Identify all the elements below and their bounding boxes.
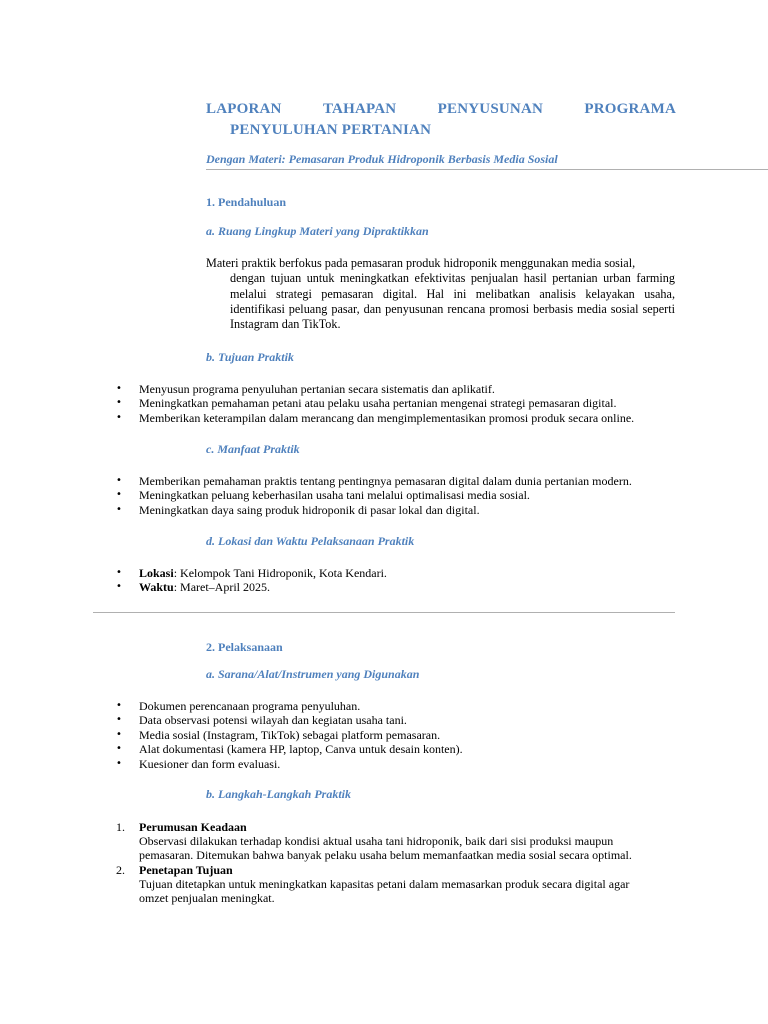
- document-title: [206, 99, 676, 141]
- subtitle-divider: [206, 169, 768, 170]
- step-text-line: Tujuan ditetapkan untuk meningkatkan kapasitas petani dalam memasarkan produk secara digital agar: [139, 876, 630, 891]
- list-item-lokasi: [118, 566, 678, 580]
- subheading-lokasi-waktu: d. Lokasi dan Waktu Pelaksanaan Praktik: [206, 534, 415, 548]
- section-heading-pendahuluan: 1. Pendahuluan: [206, 195, 287, 209]
- subheading-manfaat-praktik: c. Manfaat Praktik: [206, 442, 300, 456]
- list-item: • Meningkatkan daya saing produk hidroponik di pasar lokal dan digital.: [118, 503, 678, 517]
- step-item: [118, 863, 678, 906]
- list-item: • Alat dokumentasi (kamera HP, laptop, Canva untuk desain konten).: [118, 742, 678, 756]
- section-divider: [93, 612, 675, 613]
- list-sarana-alat: [118, 699, 678, 771]
- paragraph-first-line: Materi praktik berfokus pada pemasaran produk hidroponik menggunakan media sosial,: [206, 256, 636, 270]
- subheading-sarana-alat: a. Sarana/Alat/Instrumen yang Digunakan: [206, 667, 420, 681]
- step-number: 2.: [116, 862, 125, 877]
- list-item: • Meningkatkan peluang keberhasilan usaha tani melalui optimalisasi media sosial.: [118, 488, 678, 502]
- list-tujuan-praktik: [118, 382, 678, 425]
- document-subtitle: Dengan Materi: Pemasaran Produk Hidroponik Berbasis Media Sosial: [206, 152, 558, 166]
- title-word: PENYUSUNAN: [437, 101, 544, 117]
- list-lokasi-waktu: [118, 566, 678, 595]
- list-manfaat-praktik: [118, 474, 678, 517]
- list-item: • Memberikan keterampilan dalam merancang dan mengimplementasikan promosi produk secara online.: [118, 411, 678, 425]
- paragraph-ruang-lingkup: [206, 256, 675, 332]
- list-item: • Kuesioner dan form evaluasi.: [118, 757, 678, 771]
- step-text-line: pemasaran. Ditemukan bahwa banyak pelaku usaha belum memanfaatkan media sosial secara optimal.: [139, 848, 632, 863]
- list-item: • Meningkatkan pemahaman petani atau pelaku usaha pertanian mengenai strategi pemasaran digital.: [118, 396, 678, 410]
- step-title: Perumusan Keadaan: [139, 820, 247, 834]
- value-lokasi: : Kelompok Tani Hidroponik, Kota Kendari.: [173, 566, 387, 580]
- step-number: 1.: [116, 820, 125, 834]
- value-waktu: : Maret–April 2025.: [173, 580, 271, 595]
- step-text-line: omzet penjualan meningkat.: [139, 891, 275, 906]
- label-waktu: Waktu: [139, 580, 174, 595]
- title-word: LAPORAN: [206, 101, 282, 117]
- subheading-langkah-praktik: b. Langkah-Langkah Praktik: [206, 787, 352, 801]
- list-item: • Memberikan pemahaman praktis tentang pentingnya pemasaran digital dalam dunia pertanian modern.: [118, 474, 678, 488]
- paragraph-continuation: dengan tujuan untuk meningkatkan efektivitas penjualan hasil pertanian urban farming melalui strategi pemasaran digital. Hal ini melibatkan analisis kelayakan usaha, identifikasi peluang pasar, dan penyusunan rencana promosi berbasis media sosial seperti Instagram dan TikTok.: [230, 271, 675, 332]
- list-langkah-praktik: [118, 820, 678, 905]
- title-line-1: [206, 99, 676, 120]
- step-title: Penetapan Tujuan: [139, 862, 233, 877]
- list-item: • Data observasi potensi wilayah dan kegiatan usaha tani.: [118, 713, 678, 727]
- step-text-line: Observasi dilakukan terhadap kondisi aktual usaha tani hidroponik, baik dari sisi produksi maupun: [139, 834, 614, 849]
- label-lokasi: Lokasi: [139, 566, 174, 580]
- list-item-waktu: [118, 580, 678, 594]
- title-word: PROGRAMA: [584, 101, 676, 117]
- subheading-tujuan-praktik: b. Tujuan Praktik: [206, 350, 294, 364]
- section-heading-pelaksanaan: 2. Pelaksanaan: [206, 640, 283, 654]
- title-word: TAHAPAN: [322, 101, 397, 117]
- list-item: • Menyusun programa penyuluhan pertanian secara sistematis dan aplikatif.: [118, 382, 678, 396]
- list-item: • Media sosial (Instagram, TikTok) sebagai platform pemasaran.: [118, 728, 678, 742]
- step-item: [118, 820, 678, 863]
- title-line-2: PENYULUHAN PERTANIAN: [230, 122, 432, 138]
- list-item: • Dokumen perencanaan programa penyuluhan.: [118, 699, 678, 713]
- subheading-ruang-lingkup: a. Ruang Lingkup Materi yang Dipraktikkan: [206, 224, 429, 238]
